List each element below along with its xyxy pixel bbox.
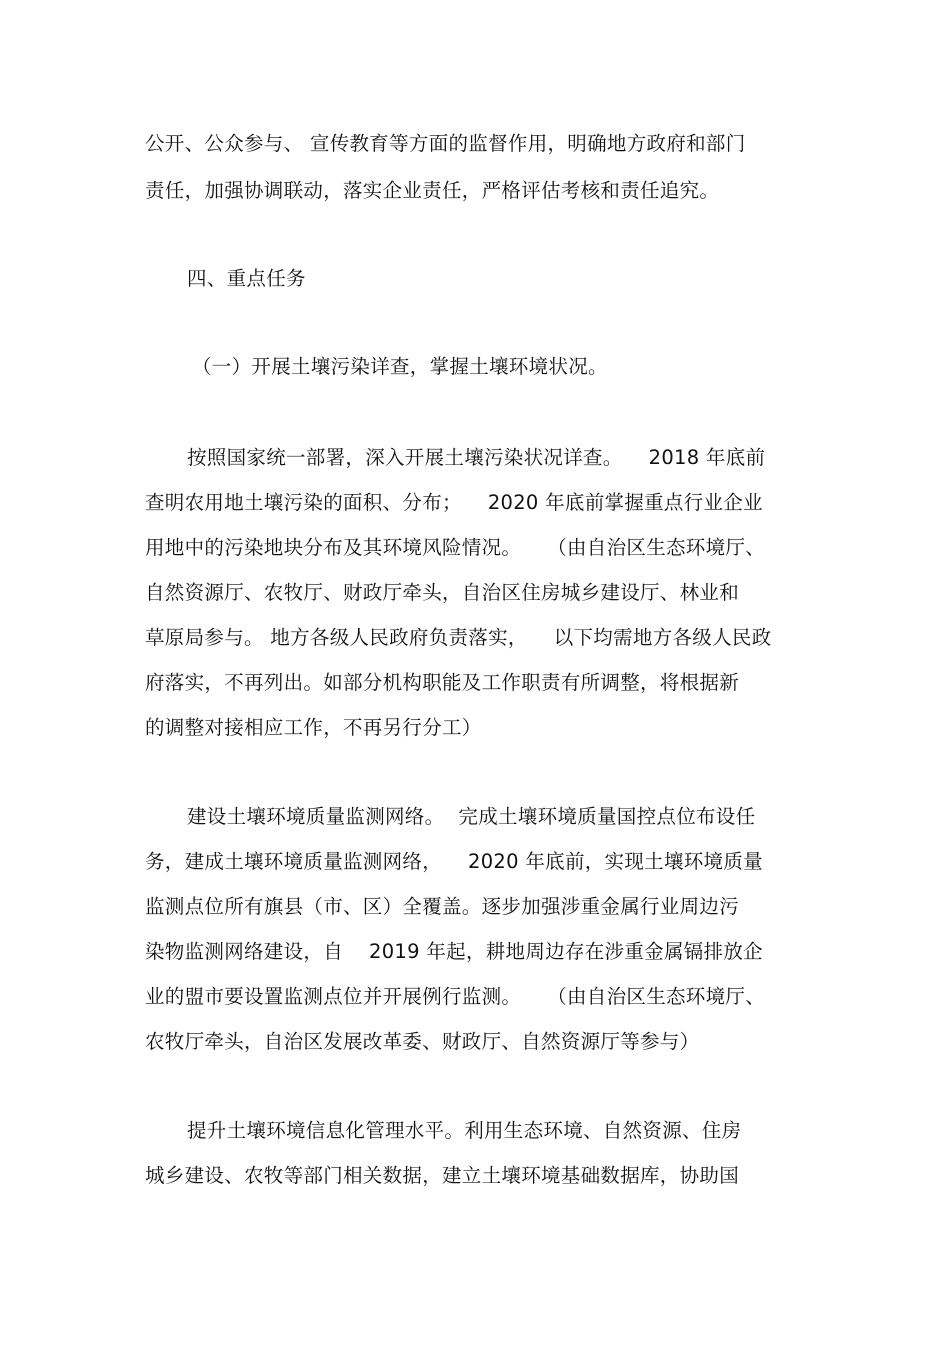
text-line bbox=[145, 669, 739, 697]
text-line bbox=[145, 983, 765, 1011]
text-line bbox=[145, 714, 482, 742]
text-run: 务，建成土壤环境质量监测网络， bbox=[145, 850, 443, 873]
text-run: 业的盟市要设置监测点位并开展例行监测。 bbox=[145, 985, 522, 1008]
text-run: 草原局参与。 地方各级人民政府负责落实， bbox=[145, 626, 528, 649]
text-run: （由自治区生态环境厅、 bbox=[547, 536, 766, 559]
text-line bbox=[145, 130, 746, 158]
text-run: 的调整对接相应工作，不再另行分工） bbox=[145, 716, 482, 739]
text-line bbox=[187, 444, 765, 472]
section-heading bbox=[187, 265, 306, 293]
text-line bbox=[187, 803, 755, 831]
text-run: 自然资源厅、农牧厅、财政厅牵头，自治区住房城乡建设厅、林业和 bbox=[145, 581, 740, 604]
text-line bbox=[145, 624, 772, 652]
text-run: 提升土壤环境信息化管理水平。利用生态环境、自然资源、住房 bbox=[187, 1119, 742, 1142]
text-run: 以下均需地方各级人民政 bbox=[553, 626, 772, 649]
text-run: 建设土壤环境质量监测网络。 bbox=[187, 805, 445, 828]
text-line bbox=[145, 848, 763, 876]
text-run: （一）开展土壤污染详查，掌握土壤环境状况。 bbox=[192, 355, 608, 378]
subsection-heading bbox=[192, 353, 608, 381]
text-line bbox=[145, 1028, 699, 1056]
text-run: 按照国家统一部署，深入开展土壤污染状况详查。 bbox=[187, 446, 623, 469]
text-line bbox=[145, 938, 763, 966]
text-run: 完成土壤环境质量国控点位布设任 bbox=[458, 805, 756, 828]
text-line bbox=[145, 1162, 739, 1190]
text-run: 用地中的污染地块分布及其环境风险情况。 bbox=[145, 536, 522, 559]
text-run: 查明农用地土壤污染的面积、分布； bbox=[145, 491, 462, 514]
text-line bbox=[145, 534, 765, 562]
text-run: 城乡建设、农牧等部门相关数据，建立土壤环境基础数据库，协助国 bbox=[145, 1164, 740, 1187]
text-run: 责任，加强协调联动，落实企业责任，严格评估考核和责任追究。 bbox=[145, 179, 720, 202]
text-run: 染物监测网络建设，自 bbox=[145, 940, 344, 963]
text-run: 公开、公众参与、 宣传教育等方面的监督作用，明确地方政府和部门 bbox=[145, 132, 746, 155]
text-run: 2019 年起，耕地周边存在涉重金属镉排放企 bbox=[369, 940, 763, 963]
text-run: 四、重点任务 bbox=[187, 267, 306, 290]
text-run: 农牧厅牵头，自治区发展改革委、财政厅、自然资源厅等参与） bbox=[145, 1030, 700, 1053]
text-run: 2018 年底前 bbox=[648, 446, 766, 469]
text-run: （由自治区生态环境厅、 bbox=[547, 985, 766, 1008]
text-line bbox=[187, 1117, 741, 1145]
text-run: 府落实，不再列出。如部分机构职能及工作职责有所调整，将根据新 bbox=[145, 671, 740, 694]
text-run: 2020 年底前，实现土壤环境质量 bbox=[468, 850, 763, 873]
text-run: 监测点位所有旗县（市、区）全覆盖。逐步加强涉重金属行业周边污 bbox=[145, 895, 740, 918]
text-run: 2020 年底前掌握重点行业企业 bbox=[487, 491, 763, 514]
text-line bbox=[145, 489, 763, 517]
text-line bbox=[145, 579, 739, 607]
text-line bbox=[145, 177, 719, 205]
text-line bbox=[145, 893, 739, 921]
